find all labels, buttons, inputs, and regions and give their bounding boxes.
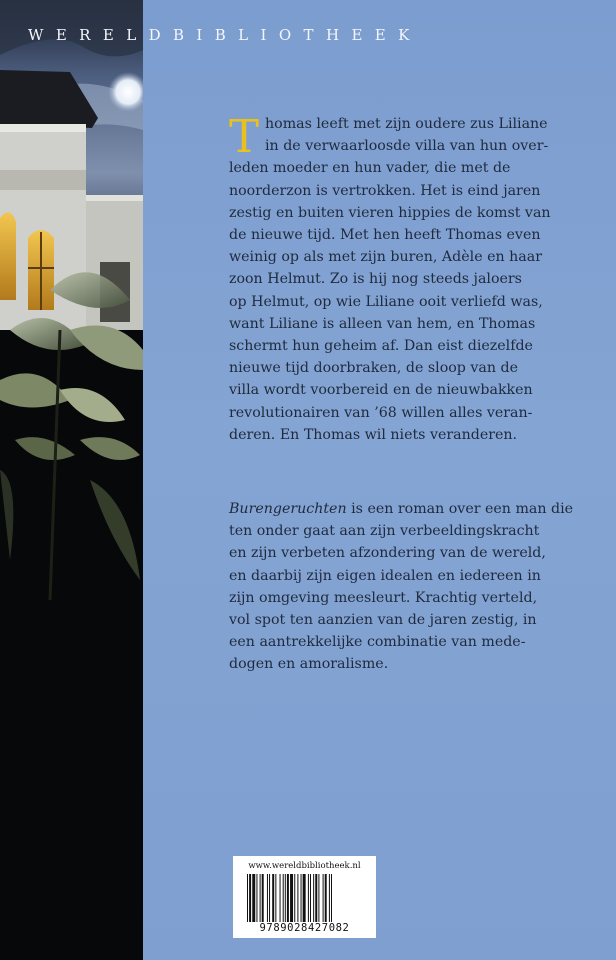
blurb-paragraph-2-line: vol spot ten aanzien van de jaren zestig, in: [229, 612, 537, 629]
blurb-paragraph-2-text: [229, 520, 599, 675]
blurb-paragraph-2-line: een aantrekkelijke combinatie van mede-: [229, 634, 526, 651]
blurb-paragraph-1-line: schermt hun geheim af. Dan eist diezelfde: [229, 338, 533, 355]
isbn-barcode: [233, 856, 376, 938]
isbn-number: 9789028427082: [259, 922, 350, 934]
blurb-paragraph-1-line: nieuwe tijd doorbraken, de sloop van de: [229, 360, 518, 377]
blurb-paragraph-1-line: want Liliane is alleen van hem, en Thomas: [229, 315, 536, 332]
villa-night-photo: [0, 0, 143, 960]
book-title-italic: Burengeruchten: [229, 501, 347, 517]
blurb-paragraph-1-line: noorderzon is vertrokken. Het is eind jaren: [229, 182, 541, 199]
blurb-paragraph-1-line: leden moeder en hun vader, die met de: [229, 160, 511, 177]
dropcap-letter: T: [229, 110, 260, 163]
blurb-paragraph-1: [229, 110, 599, 446]
blurb-paragraph-1-line: in de verwaarloosde villa van hun over-: [265, 138, 549, 155]
blurb-paragraph-2-line: zijn omgeving meesleurt. Krachtig verteld,: [229, 589, 538, 606]
blurb-paragraph-1-line: zoon Helmut. Zo is hij nog steeds jaloers: [229, 271, 522, 288]
blurb-paragraph-1-line: deren. En Thomas wil niets veranderen.: [229, 426, 518, 443]
blurb-paragraph-1-line: de nieuwe tijd. Met hen heeft Thomas even: [229, 227, 541, 244]
blurb-paragraph-1-line: homas leeft met zijn oudere zus Liliane: [265, 116, 548, 132]
blurb-paragraph-1-line: op Helmut, op wie Liliane ooit verliefd was,: [229, 293, 543, 310]
blurb-paragraph-2-line: en zijn verbeten afzondering van de wereld,: [229, 545, 546, 562]
blurb-paragraph-1-line: revolutionairen van ’68 willen alles veran-: [229, 404, 533, 421]
blurb-paragraph-1-line: villa wordt voorbereid en de nieuwbakken: [229, 382, 533, 399]
blurb-paragraph-1-text: [229, 110, 599, 446]
blurb-paragraph-2-line: dogen en amoralisme.: [229, 656, 389, 673]
blurb-paragraph-2: [229, 498, 599, 676]
blurb-paragraph-2-first-line-rest: is een roman over een man die: [346, 501, 574, 517]
series-title: WERELDBIBLIOTHEEK: [28, 26, 422, 44]
blurb-paragraph-2-line: en daarbij zijn eigen idealen en iedereen in: [229, 567, 541, 584]
blurb-paragraph-1-line: zestig en buiten vieren hippies de komst van: [229, 204, 551, 221]
blurb-paragraph-2-first-line: [229, 498, 599, 520]
blurb-paragraph-1-line: weinig op als met zijn buren, Adèle en haar: [229, 249, 542, 266]
barcode-bars: [247, 874, 365, 922]
blurb-paragraph-2-line: ten onder gaat aan zijn verbeeldingskracht: [229, 523, 540, 540]
publisher-url: www.wereldbibliotheek.nl: [248, 861, 361, 871]
